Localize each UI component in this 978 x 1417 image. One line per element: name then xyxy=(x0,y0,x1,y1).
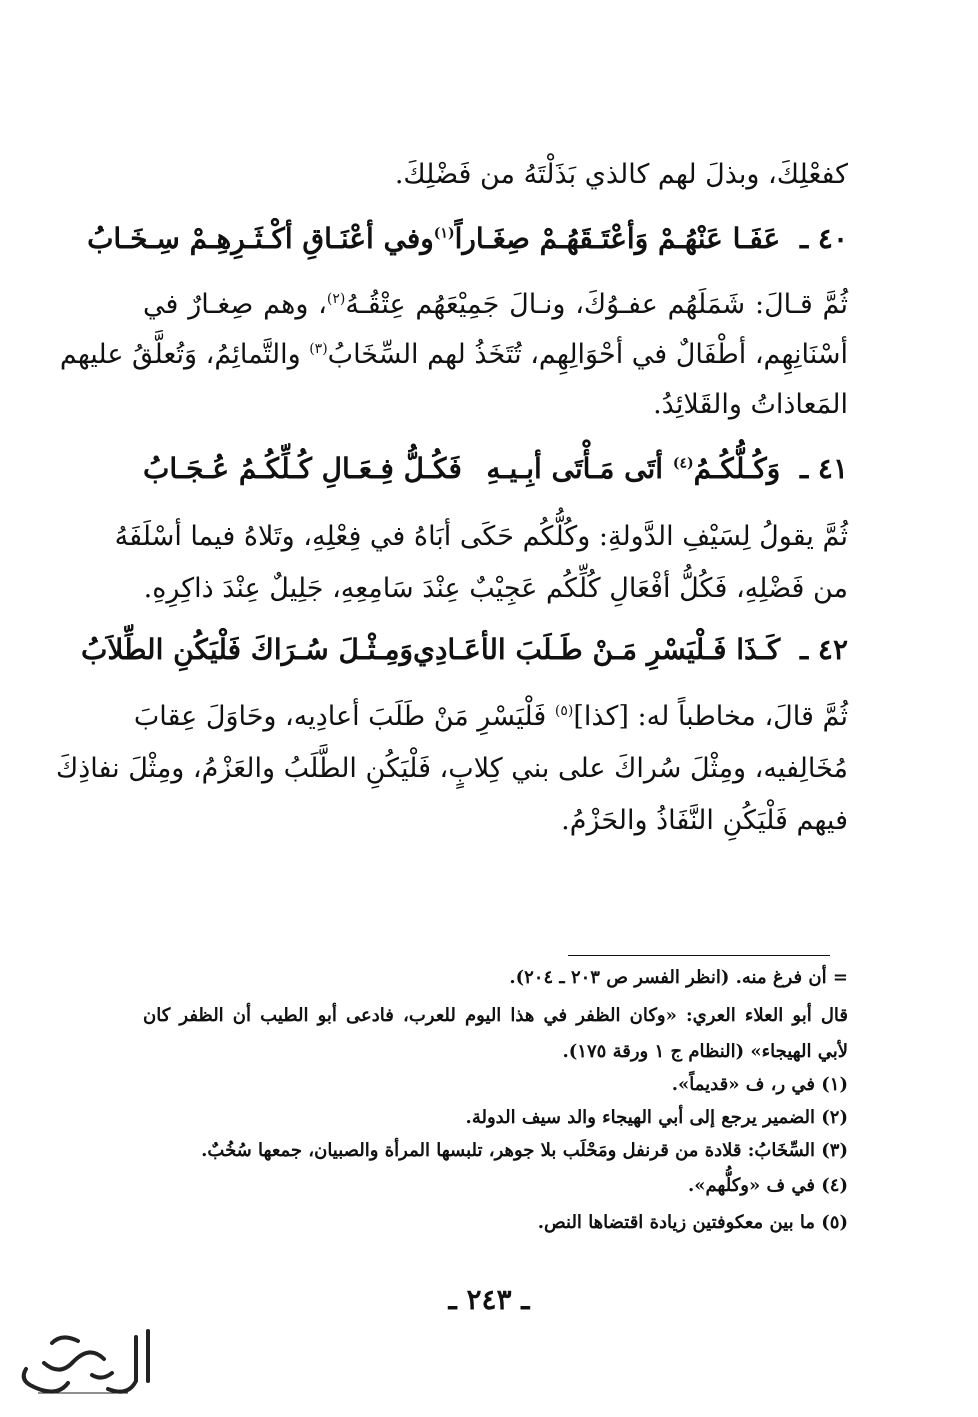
text: فَلْيَسْرِ مَنْ طَلَبَ أعادِيه، وحَاوَلَ عِقابَ xyxy=(133,701,555,732)
text: ثُمَّ يقولُ لِسَيْفِ الدَّولةِ: وكُلُّكُم حَكَى أبَاهُ في فِعْلِهِ، وتَلاهُ فيما أسْلَفَهُ xyxy=(114,521,848,552)
hemistich-text: عَفَـا عَنْهُـمْ وَأعْتَـقَهُـمْ صِغَـاراً xyxy=(454,222,781,255)
footnote-ref: (٢) xyxy=(326,291,346,307)
text: ثُمَّ قـالَ: شَمَلَهُم عفـوُكَ، ونـالَ جَمِيْعَهُم عِتْقُـهُ xyxy=(345,289,848,320)
paragraph-line xyxy=(59,338,848,372)
text: كفعْلِكَ، وبذلَ لهم كالذي بَذَلْتَهُ من فَضْلِكَ. xyxy=(394,159,848,190)
paragraph-line xyxy=(143,158,848,192)
footnote-4: (٤) في ف «وكلُّهم». xyxy=(687,1175,848,1196)
footnote-quote-line: لأبي الهيجاء» (النظام ج ١ ورقة ١٧٥). xyxy=(562,1041,848,1062)
footnote-continuation: = أن فرغ منه. (انظر الفسر ص ٢٠٣ ـ ٢٠٤). xyxy=(509,967,848,988)
verse-number: ٤٠ ـ xyxy=(799,222,848,255)
verse-second-hemistich: وَمِـثْـلَ سُـرَاكَ فَلْيَكُنِ الطِّلاَبُ xyxy=(81,633,414,666)
text: مُخَالِفيه، ومِثْلَ سُراكَ على بني كِلابٍ، فَلْيَكُنِ الطَّلَبُ والعَزْمُ، ومِثْلَ نفاذِكَ xyxy=(55,753,848,784)
text: أسْنَانِهِم، أطْفَالٌ في أحْوَالِهِم، تُتَخَذُ لهم السِّخَابُ xyxy=(327,339,848,370)
verse-number: ٤٢ ـ xyxy=(799,633,848,666)
footnote-ref: (٣) xyxy=(309,341,328,357)
calligraphy-logo xyxy=(8,1323,163,1405)
paragraph-line xyxy=(114,520,848,554)
footnote-separator xyxy=(568,955,830,956)
footnote-ref: (٥) xyxy=(554,703,574,719)
verse-first-hemistich xyxy=(486,452,848,485)
page-number: ـ ٢٤٣ ـ xyxy=(448,1283,530,1316)
text: ثُمَّ قالَ، مخاطباً له: [كذا] xyxy=(573,701,848,732)
footnote-2: (٢) الضمير يرجع إلى أبي الهيجاء والد سيف الدولة. xyxy=(465,1107,848,1128)
verse-second-hemistich: فَكُـلُّ فِـعَـالِ كُـلِّكُـمُ عُـجَـابُ xyxy=(143,452,462,485)
paragraph-line xyxy=(143,572,848,606)
text: المَعاذاتُ والقَلائِدُ. xyxy=(653,389,848,420)
footnote-ref: (٤) xyxy=(672,455,694,472)
verse-40 xyxy=(87,222,848,255)
text: من فَضْلِهِ، فَكُلُّ أفْعَالِ كُلِّكُم عَجِيْبٌ عِنْدَ سَامِعِهِ، جَلِيلٌ عِنْدَ ذاكِرِهِ. xyxy=(143,573,848,604)
footnote-3: (٣) السِّخَابُ: قلادة من قرنفل ومَحْلَب بلا جوهر، تلبسها المرأة والصبيان، جمعها سُخُبٌ. xyxy=(201,1140,848,1161)
hemistich-text: كَـذَا فَـلْيَسْرِ مَـنْ طَـلَبَ الأعَـادِي xyxy=(413,633,781,666)
verse-first-hemistich xyxy=(434,222,848,255)
paragraph-line xyxy=(143,388,848,422)
paragraph-line xyxy=(55,752,848,786)
text: والتَّمائِمُ، وَتُعلَّقُ عليهم xyxy=(59,339,310,370)
paragraph-line xyxy=(143,288,848,322)
verse-41 xyxy=(143,452,848,485)
paragraph-line xyxy=(133,700,848,734)
verse-second-hemistich: وفي أعْنَـاقِ أكْـثَـرِهِـمْ سِـخَـابُ xyxy=(87,222,434,255)
text: فيهم فَلْيَكُنِ النَّفَاذُ والحَزْمُ. xyxy=(561,805,848,836)
verse-42 xyxy=(81,633,848,666)
verse-number: ٤١ ـ xyxy=(799,452,848,485)
hemistich-text: أتَى مَـأْتَى أبِـيـهِ xyxy=(486,452,673,485)
footnote-quote-line: قال أبو العلاء العري: «وكان الظفر في هذا اليوم للعرب، فادعى أبو الطيب أن الظفر كان xyxy=(143,1005,849,1026)
hemistich-text: وَكُـلُّكُـمُ xyxy=(693,452,781,485)
verse-first-hemistich xyxy=(413,633,848,666)
footnote-1: (١) في ر، ف «قديماً». xyxy=(671,1074,848,1095)
paragraph-line xyxy=(143,804,848,838)
footnote-ref: (١) xyxy=(433,225,455,242)
footnote-5: (٥) ما بين معكوفتين زيادة اقتضاها النص. xyxy=(537,1212,848,1233)
text: ، وهم صِغـارٌ في xyxy=(143,289,327,320)
